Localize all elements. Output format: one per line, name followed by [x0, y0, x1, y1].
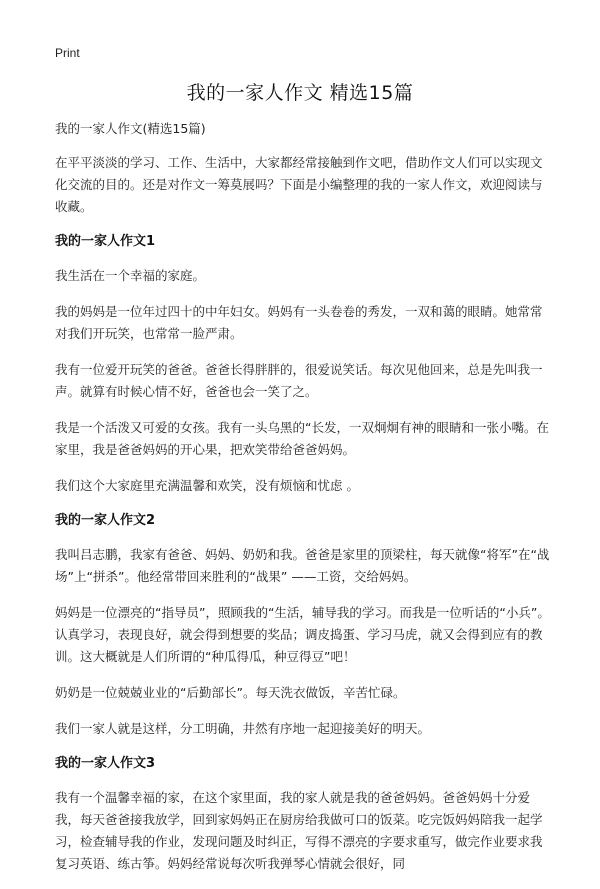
- paragraph: 奶奶是一位兢兢业业的“后勤部长”。每天洗衣做饭，辛苦忙碌。: [55, 685, 406, 700]
- paragraph: 我生活在一个幸福的家庭。: [55, 268, 206, 283]
- article-subtitle: 我的一家人作文(精选15篇): [55, 121, 206, 136]
- paragraph: 我的妈妈是一位年过四十的中年妇女。妈妈有一头卷卷的秀发，一双和蔼的眼睛。她常常对我们开玩笑，也常常一脸严肃。: [55, 304, 543, 341]
- paragraph: 我叫吕志鹏，我家有爸爸、妈妈、奶奶和我。爸爸是家里的顶梁柱，每天就像“将军”在“战场”上“拼杀”。他经常带回来胜利的“战果” ——工资，交给妈妈。: [55, 547, 550, 584]
- print-link[interactable]: Print: [55, 46, 80, 60]
- paragraph: 我们一家人就是这样，分工明确，井然有序地一起迎接美好的明天。: [55, 721, 431, 736]
- section-heading: 我的一家人作文3: [55, 756, 156, 771]
- paragraph: 我们这个大家庭里充满温馨和欢笑，没有烦恼和忧虑 。: [55, 478, 359, 493]
- section-heading: 我的一家人作文2: [55, 513, 156, 528]
- section-heading: 我的一家人作文1: [55, 234, 156, 249]
- paragraph: 我是一个活泼又可爱的女孩。我有一头乌黑的“长发，一双炯炯有神的眼睛和一张小嘴。在家里，我是爸爸妈妈的开心果，把欢笑带给爸爸妈妈。: [55, 420, 549, 457]
- page-title: 我的一家人作文 精选15篇: [186, 82, 414, 104]
- paragraph: 妈妈是一位漂亮的“指导员”，照顾我的“生活，辅导我的学习。而我是一位听话的“小兵”。认真学习，表现良好，就会得到想要的奖品；调皮捣蛋、学习马虎，就又会得到应有的教训。这大概就是人们所谓的“种瓜得瓜，种豆得豆”吧！: [55, 605, 550, 664]
- intro-paragraph: 在平平淡淡的学习、工作、生活中，大家都经常接触到作文吧，借助作文人们可以实现文化交流的目的。还是对作文一筹莫展吗？下面是小编整理的我的一家人作文，欢迎阅读与收藏。: [55, 155, 543, 214]
- article-body: [55, 118, 550, 889]
- paragraph: 我有一个温馨幸福的家，在这个家里面，我的家人就是我的爸爸妈妈。爸爸妈妈十分爱我，每天爸爸接我放学，回到家妈妈正在厨房给我做可口的饭菜。吃完饭妈妈陪我一起学习，检查辅导我的作业，发现问题及时纠正，写得不漂亮的字要求重写，做完作业要求我复习英语、练古筝。妈妈经常说每次听我弹琴心情就会很好，同: [55, 790, 543, 871]
- paragraph: 我有一位爱开玩笑的爸爸。爸爸长得胖胖的，很爱说笑话。每次见他回来，总是先叫我一声。就算有时候心情不好，爸爸也会一笑了之。: [55, 362, 543, 399]
